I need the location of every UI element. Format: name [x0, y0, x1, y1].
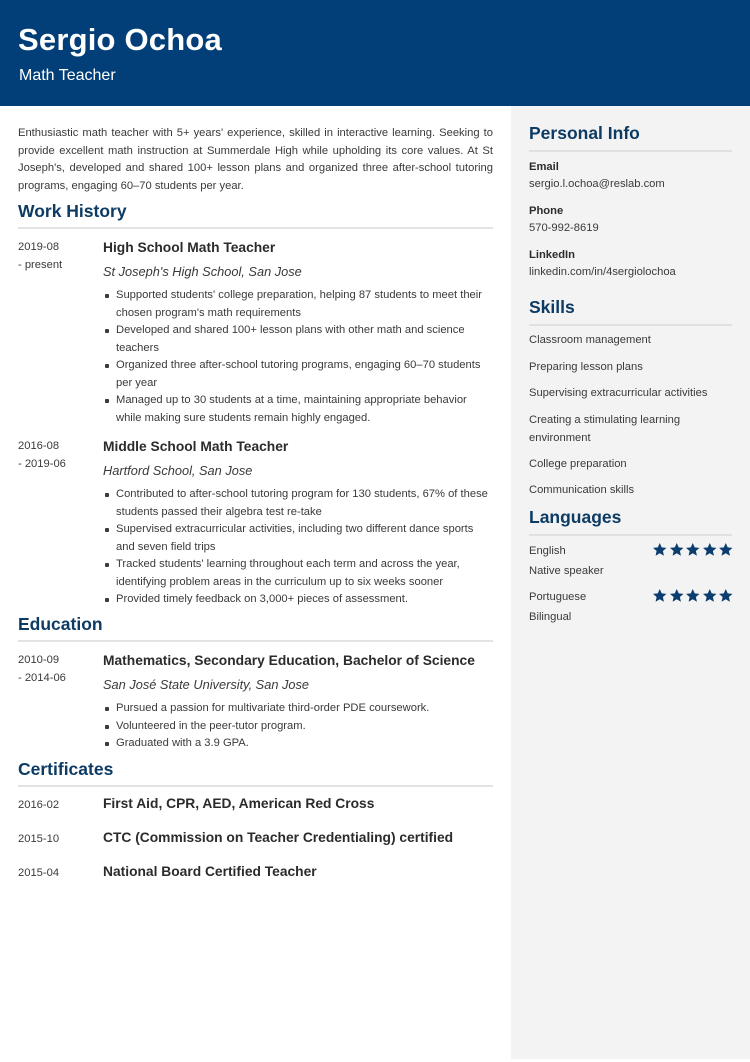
entry-bullets: [103, 287, 493, 427]
entry-bullets: [103, 486, 493, 609]
bullet-item: Managed up to 30 students at a time, maintaining appropriate behavior while making sure students remain highly engaged.: [103, 392, 493, 427]
email-value[interactable]: sergio.l.ochoa@reslab.com: [529, 178, 665, 190]
entry-dates: [18, 239, 98, 274]
language-level: Native speaker: [529, 565, 604, 577]
entry-date-end: - 2014-06: [18, 671, 66, 684]
language-name: English: [529, 545, 566, 557]
certificate-name: CTC (Commission on Teacher Credentialing) certified: [103, 830, 454, 845]
star-icon: [669, 542, 685, 557]
entry-bullets: [103, 700, 493, 753]
bullet-item: Volunteered in the peer-tutor program.: [103, 718, 493, 736]
certificate-name: National Board Certified Teacher: [103, 864, 317, 879]
skill-item: Preparing lesson plans: [529, 361, 643, 373]
bullet-icon: [105, 563, 109, 567]
bullet-icon: [105, 294, 109, 298]
section-title-certificates: Certificates: [18, 759, 493, 787]
bullet-item: Pursued a passion for multivariate third-order PDE coursework.: [103, 700, 493, 718]
linkedin-value[interactable]: linkedin.com/in/4sergiolochoa: [529, 266, 676, 278]
entry-date-start: 2010-09: [18, 654, 60, 666]
section-title-work-history: Work History: [18, 201, 493, 229]
phone-value[interactable]: 570-992-8619: [529, 222, 599, 234]
bullet-item: Provided timely feedback on 3,000+ pieces of assessment.: [103, 591, 493, 609]
entry-degree: Mathematics, Secondary Education, Bachelor of Science: [103, 653, 475, 668]
entry-institution: San José State University, San Jose: [103, 677, 310, 692]
certificate-date: 2015-04: [18, 867, 60, 879]
skill-item: Classroom management: [529, 334, 651, 346]
entry-dates: [18, 652, 98, 687]
star-icon: [685, 588, 701, 603]
entry-organization: St Joseph's High School, San Jose: [103, 264, 302, 279]
email-label: Email: [529, 161, 559, 173]
bullet-icon: [105, 707, 109, 711]
skill-item: Supervising extracurricular activities: [529, 387, 708, 399]
language-rating: [652, 542, 734, 557]
star-icon: [652, 588, 668, 603]
certificate-item: [18, 864, 493, 884]
entry-organization: Hartford School, San Jose: [103, 463, 253, 478]
entry-date-end: - present: [18, 258, 63, 271]
star-icon: [718, 542, 734, 557]
star-icon: [718, 588, 734, 603]
bullet-icon: [105, 399, 109, 403]
certificate-date: 2015-10: [18, 833, 60, 845]
bullet-item: Graduated with a 3.9 GPA.: [103, 735, 493, 753]
language-rating: [652, 588, 734, 603]
bullet-icon: [105, 364, 109, 368]
phone-label: Phone: [529, 205, 564, 217]
star-icon: [702, 588, 718, 603]
section-title-education: Education: [18, 614, 493, 642]
skill-item: College preparation: [529, 458, 627, 470]
bullet-item: Tracked students' learning throughout each term and across the year, identifying problem areas in the curriculum up to six weeks sooner: [103, 556, 493, 591]
star-icon: [685, 542, 701, 557]
entry-date-start: 2016-08: [18, 440, 60, 452]
bullet-icon: [105, 742, 109, 746]
certificate-name: First Aid, CPR, AED, American Red Cross: [103, 796, 375, 811]
candidate-name: Sergio Ochoa: [18, 22, 222, 57]
entry-date-start: 2019-08: [18, 241, 60, 253]
entry-dates: [18, 438, 98, 473]
bullet-item: Organized three after-school tutoring programs, engaging 60–70 students per year: [103, 357, 493, 392]
section-title-languages: Languages: [529, 507, 732, 536]
language-level: Bilingual: [529, 611, 572, 623]
skill-item: Creating a stimulating learning environment: [529, 414, 681, 444]
bullet-icon: [105, 598, 109, 602]
bullet-icon: [105, 493, 109, 497]
section-title-personal-info: Personal Info: [529, 123, 732, 152]
bullet-item: Supervised extracurricular activities, including two different dance sports and seven field trips: [103, 521, 493, 556]
entry-date-end: - 2019-06: [18, 457, 66, 470]
star-icon: [702, 542, 718, 557]
candidate-title: Math Teacher: [19, 67, 116, 84]
bullet-item: Contributed to after-school tutoring program for 130 students, 67% of these students passed their algebra test re-take: [103, 486, 493, 521]
bullet-icon: [105, 329, 109, 333]
bullet-icon: [105, 725, 109, 729]
bullet-item: Supported students' college preparation, helping 87 students to meet their chosen program's math requirements: [103, 287, 493, 322]
professional-summary: Enthusiastic math teacher with 5+ years' experience, skilled in interactive learning. Seeking to provide excellent math instruction at Summerdale High while upholding its core values. At St Joseph's, developed and shared 100+ lesson plans and organized three after-school tutoring programs, engaging 60–70 students per year.: [18, 127, 493, 192]
certificate-item: [18, 830, 493, 850]
star-icon: [669, 588, 685, 603]
skill-item: Communication skills: [529, 484, 635, 496]
linkedin-label: LinkedIn: [529, 249, 575, 261]
section-title-skills: Skills: [529, 297, 732, 326]
certificate-item: [18, 796, 493, 816]
star-icon: [652, 542, 668, 557]
bullet-icon: [105, 528, 109, 532]
certificate-date: 2016-02: [18, 799, 60, 811]
entry-role: High School Math Teacher: [103, 240, 276, 255]
language-name: Portuguese: [529, 591, 587, 603]
bullet-item: Developed and shared 100+ lesson plans with other math and science teachers: [103, 322, 493, 357]
entry-role: Middle School Math Teacher: [103, 439, 289, 454]
sidebar: [511, 106, 750, 1059]
resume-header: [0, 0, 750, 106]
